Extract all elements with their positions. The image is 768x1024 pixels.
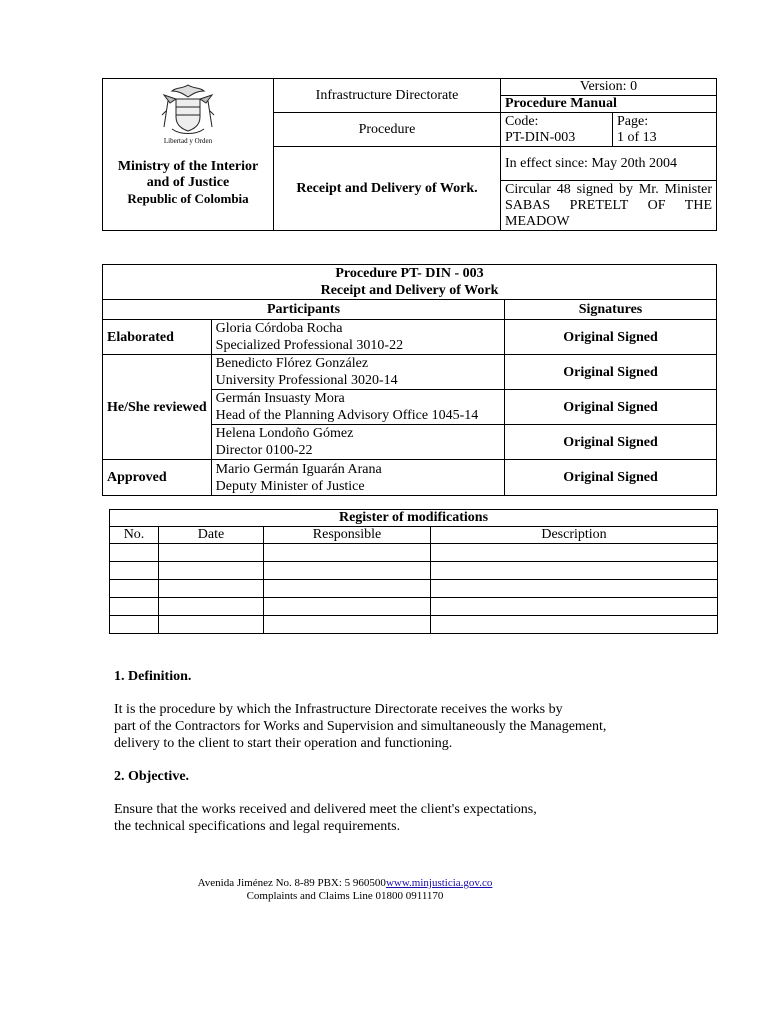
participant-cell bbox=[211, 425, 504, 460]
table-row bbox=[110, 544, 718, 562]
code-value: PT-DIN-003 bbox=[505, 129, 576, 145]
participant-cell bbox=[211, 355, 504, 390]
definition-heading: 1. Definition. bbox=[114, 669, 192, 684]
participant-name: Benedicto Flórez González bbox=[215, 356, 369, 371]
objective-paragraph bbox=[114, 801, 674, 835]
coat-of-arms-icon bbox=[158, 81, 218, 147]
participant-role: Specialized Professional 3010-22 bbox=[215, 338, 404, 353]
page-footer bbox=[160, 877, 530, 903]
procedure-label-cell: Procedure bbox=[274, 113, 501, 147]
table-row bbox=[110, 580, 718, 598]
table-row bbox=[110, 562, 718, 580]
ministry-seal-cell bbox=[103, 79, 274, 231]
table-row bbox=[103, 460, 717, 496]
participant-role: University Professional 3020-14 bbox=[215, 373, 398, 388]
table-row bbox=[110, 598, 718, 616]
elaborated-label: Elaborated bbox=[103, 320, 212, 355]
col-description-header: Description bbox=[431, 527, 718, 544]
footer-complaints: Complaints and Claims Line 01800 0911170 bbox=[246, 890, 444, 902]
col-no-header: No. bbox=[110, 527, 159, 544]
participant-role: Head of the Planning Advisory Office 1045-14 bbox=[215, 408, 479, 423]
page-cell bbox=[613, 113, 717, 147]
ministry-name: Ministry of the Interior and of Justice bbox=[117, 159, 259, 190]
reviewed-label: He/She reviewed bbox=[103, 355, 212, 460]
col-responsible-header: Responsible bbox=[264, 527, 431, 544]
participant-cell bbox=[211, 390, 504, 425]
objective-heading: 2. Objective. bbox=[114, 769, 190, 784]
manual-cell: Procedure Manual bbox=[501, 96, 717, 113]
directorate-cell: Infrastructure Directorate bbox=[274, 79, 501, 113]
modifications-register-table bbox=[109, 509, 718, 634]
signature-cell: Original Signed bbox=[505, 355, 717, 390]
participant-cell bbox=[211, 460, 504, 496]
participants-header: Participants bbox=[103, 300, 505, 320]
approved-label: Approved bbox=[103, 460, 212, 496]
definition-line: delivery to the client to start their operation and functioning. bbox=[114, 736, 453, 751]
code-label: Code: bbox=[505, 113, 539, 129]
page-value: 1 of 13 bbox=[617, 129, 657, 145]
footer-address: Avenida Jiménez No. 8-89 PBX: 5 960500 bbox=[197, 877, 386, 889]
procedure-subtitle: Receipt and Delivery of Work bbox=[320, 283, 499, 298]
svg-text:Libertad y Orden: Libertad y Orden bbox=[163, 137, 213, 145]
col-date-header: Date bbox=[159, 527, 264, 544]
participant-cell bbox=[211, 320, 504, 355]
version-cell: Version: 0 bbox=[501, 79, 717, 96]
footer-address-line bbox=[160, 877, 530, 890]
participant-name: Mario Germán Iguarán Arana bbox=[215, 461, 382, 477]
republic-name: Republic of Colombia bbox=[127, 191, 249, 206]
effect-cell: In effect since: May 20th 2004 bbox=[501, 147, 717, 181]
participant-name: Helena Londoño Gómez bbox=[215, 426, 354, 441]
participant-role: Director 0100-22 bbox=[215, 443, 313, 458]
table-row bbox=[110, 616, 718, 634]
circular-cell: Circular 48 signed by Mr. Minister SABAS PRETELT OF THE MEADOW bbox=[501, 181, 717, 231]
signatures-header: Signatures bbox=[505, 300, 717, 320]
participant-role: Deputy Minister of Justice bbox=[215, 478, 365, 494]
table-row bbox=[103, 320, 717, 355]
table-row bbox=[103, 355, 717, 390]
definition-paragraph bbox=[114, 701, 674, 752]
objective-line: the technical specifications and legal requirements. bbox=[114, 819, 401, 834]
definition-line: It is the procedure by which the Infrastructure Directorate receives the works by bbox=[114, 702, 563, 717]
participant-name: Germán Insuasty Mora bbox=[215, 391, 345, 406]
code-cell bbox=[501, 113, 613, 147]
procedure-name-cell: Receipt and Delivery of Work. bbox=[274, 147, 501, 231]
participants-table bbox=[102, 264, 717, 496]
website-link[interactable]: www.minjusticia.gov.co bbox=[385, 877, 493, 889]
procedure-code-title: Procedure PT- DIN - 003 bbox=[335, 266, 484, 281]
document-header-table bbox=[102, 78, 717, 231]
participant-name: Gloria Córdoba Rocha bbox=[215, 321, 343, 336]
page-label: Page: bbox=[617, 113, 649, 129]
signature-cell: Original Signed bbox=[505, 460, 717, 496]
signature-cell: Original Signed bbox=[505, 320, 717, 355]
definition-line: part of the Contractors for Works and Supervision and simultaneously the Management, bbox=[114, 719, 607, 734]
participants-title-cell bbox=[103, 265, 717, 300]
signature-cell: Original Signed bbox=[505, 425, 717, 460]
objective-line: Ensure that the works received and delivered meet the client's expectations, bbox=[114, 802, 537, 817]
signature-cell: Original Signed bbox=[505, 390, 717, 425]
register-title: Register of modifications bbox=[110, 510, 718, 527]
